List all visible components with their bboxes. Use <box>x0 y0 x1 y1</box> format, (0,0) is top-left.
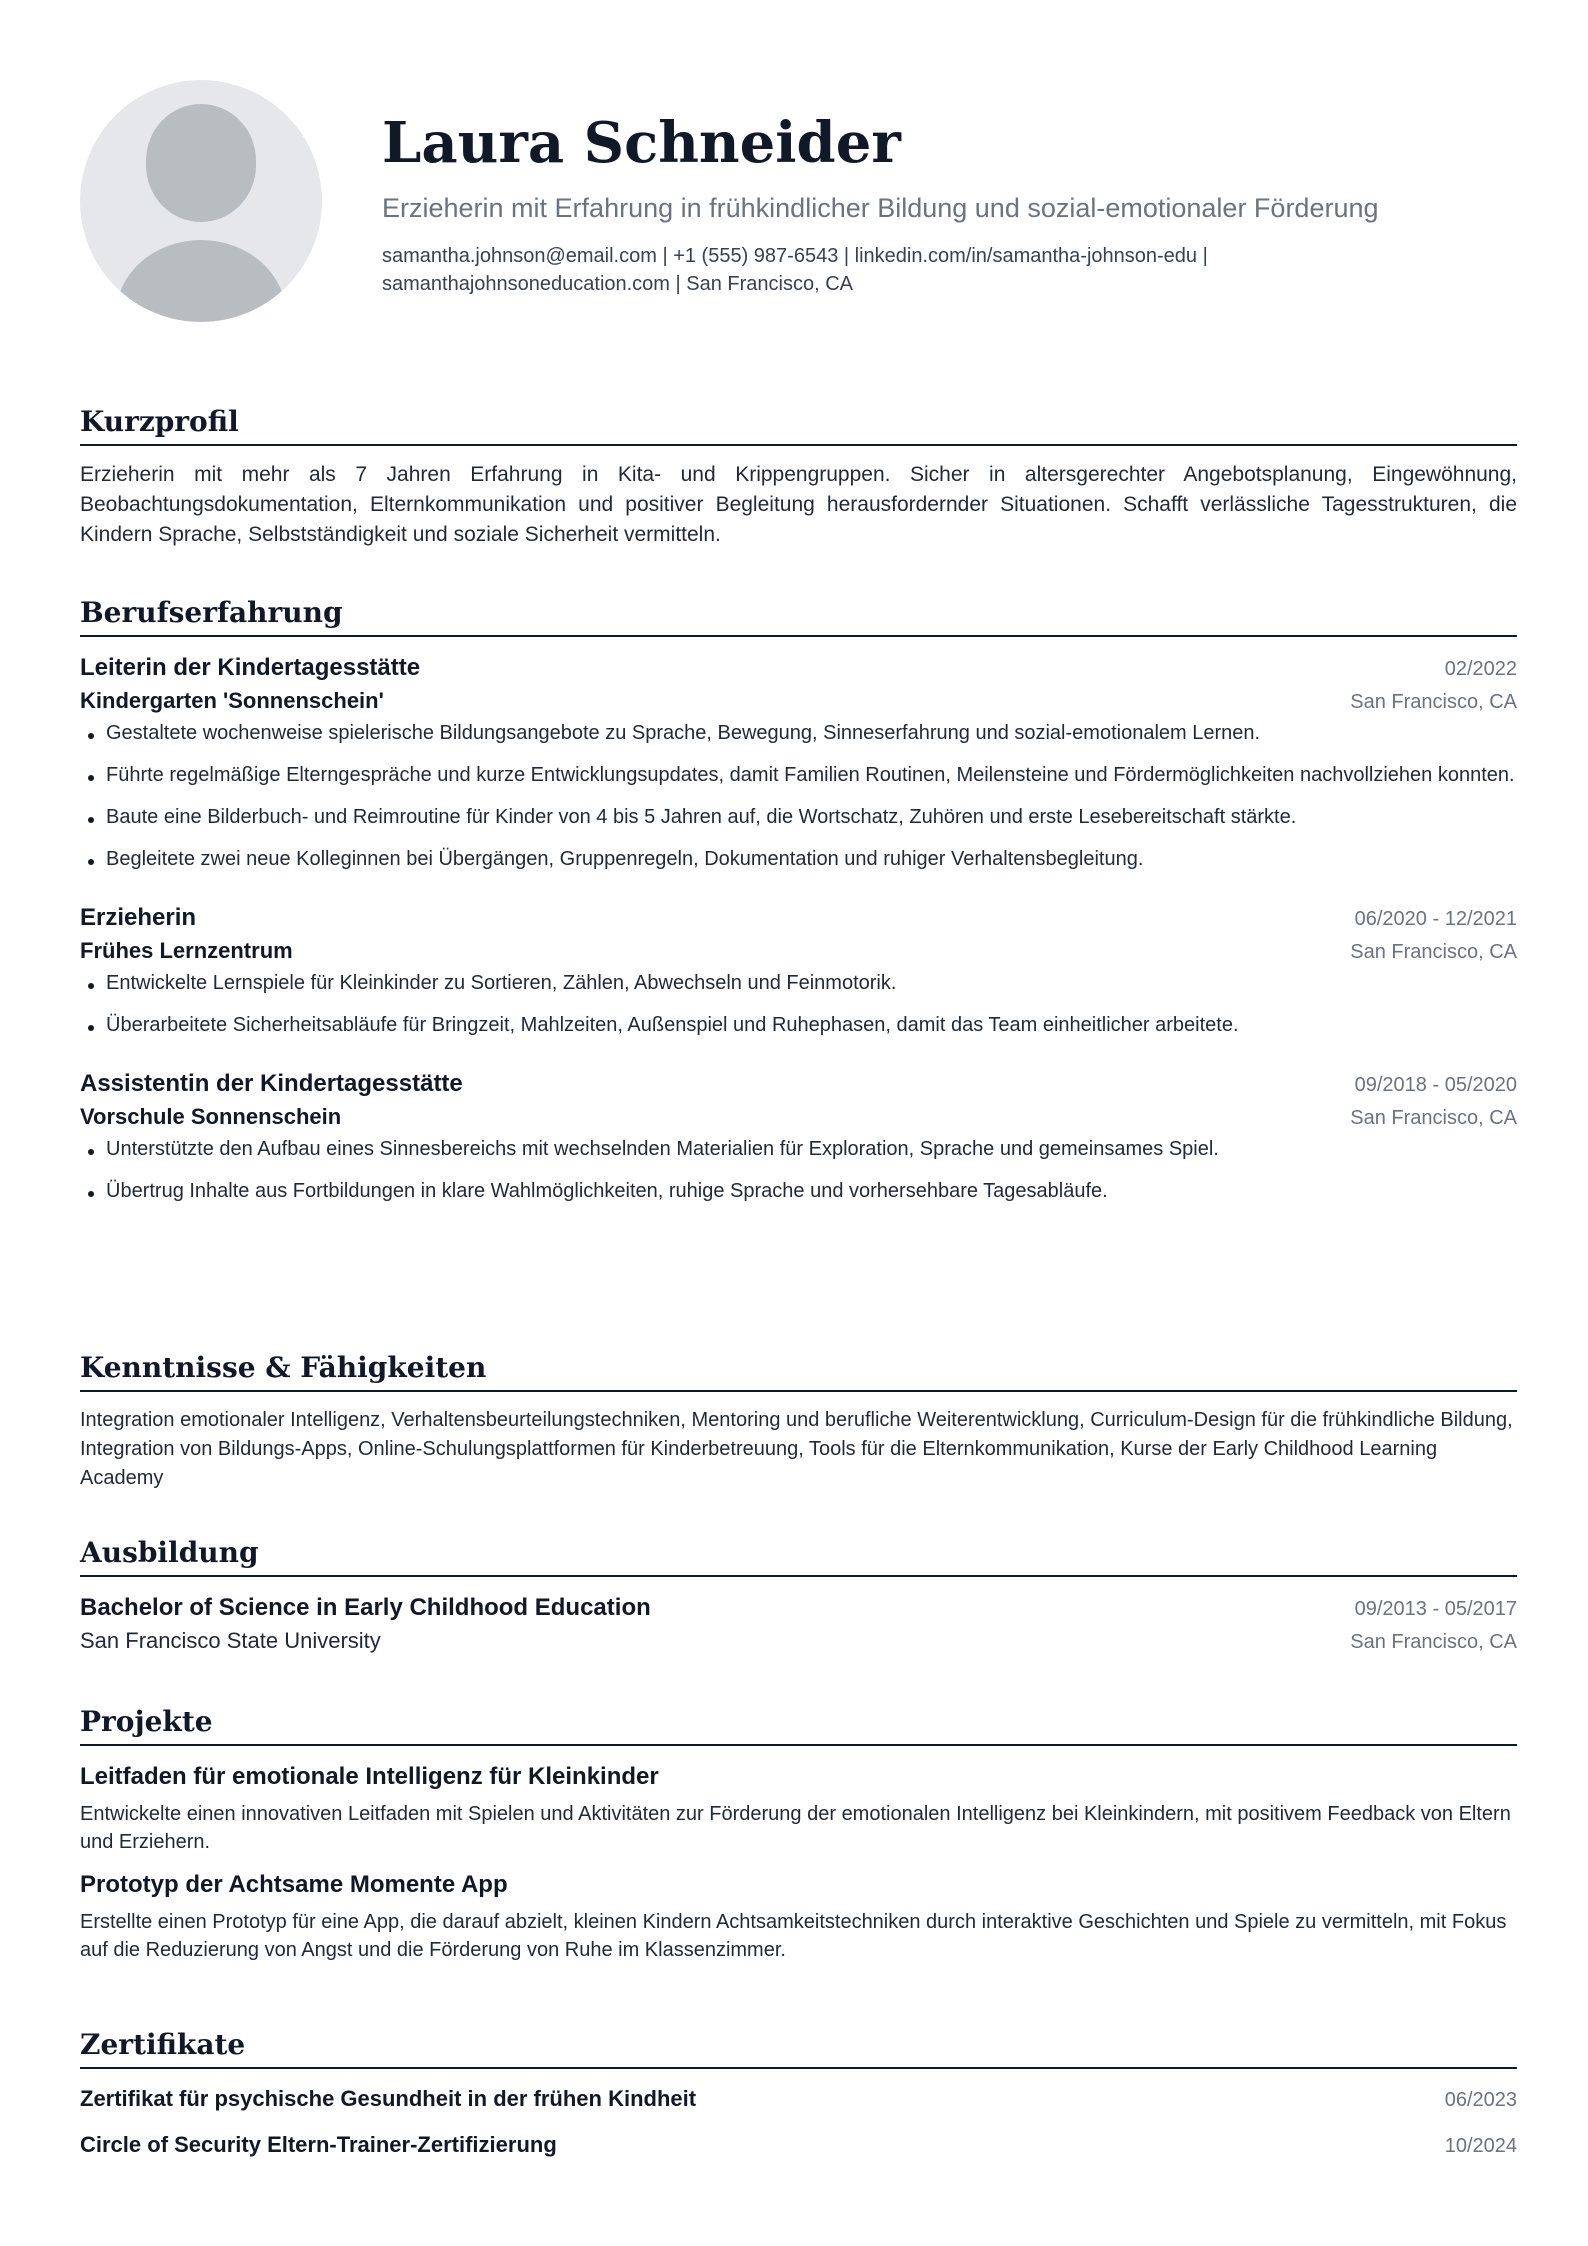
certificate-title: Circle of Security Eltern-Trainer-Zertifizierung <box>80 2132 557 2157</box>
candidate-headline: Erzieherin mit Erfahrung in frühkindlicher Bildung und sozial-emotionaler Förderung <box>382 193 1379 223</box>
job-entry <box>80 651 1517 873</box>
skills-text: Integration emotionaler Intelligenz, Verhaltensbeurteilungstechniken, Mentoring und berufliche Weiterentwicklung, Curriculum-Design für die frühkindliche Bildung, Integration von Bildungs-Apps, Online-Schulungsplattformen für Kinderbetreuung, Tools für die Elternkommunikation, Kurse der Early Childhood Learning Academy <box>80 1409 1513 1489</box>
job-location: San Francisco, CA <box>1350 941 1517 963</box>
summary-text: Erzieherin mit mehr als 7 Jahren Erfahrung in Kita- und Krippengruppen. Sicher in altersgerechter Angebotsplanung, Eingewöhnung, Beobachtungsdokumentation, Elternkommunikation und positiver Begleitung herausfordernder Situationen. Schafft verlässliche Tagesstrukturen, die Kindern Sprache, Selbstständigkeit und soziale Sicherheit vermitteln. <box>80 463 1517 546</box>
contact-line-1: samantha.johnson@email.com | +1 (555) 987-6543 | linkedin.com/in/samantha-johnson-edu | <box>382 245 1208 267</box>
certificates-section <box>80 2025 1517 2175</box>
job-bullets <box>80 969 1517 1039</box>
job-title: Erzieherin <box>80 904 197 931</box>
avatar-body-shape <box>116 240 286 322</box>
job-bullets <box>80 719 1517 873</box>
job-date: 02/2022 <box>1444 658 1517 680</box>
avatar-placeholder-icon <box>80 80 322 322</box>
project-description: Entwickelte einen innovativen Leitfaden mit Spielen und Aktivitäten zur Förderung der emotionalen Intelligenz bei Kleinkindern, mit positivem Feedback von Eltern und Erziehern. <box>80 1803 1511 1853</box>
avatar-head-shape <box>146 104 256 222</box>
job-location: San Francisco, CA <box>1350 1107 1517 1129</box>
education-date: 09/2013 - 05/2017 <box>1354 1598 1517 1620</box>
job-bullets <box>80 1135 1517 1205</box>
certificate-date: 06/2023 <box>1444 2089 1517 2111</box>
job-company: Kindergarten 'Sonnenschein' <box>80 688 384 713</box>
job-bullet: Führte regelmäßige Elterngespräche und kurze Entwicklungsupdates, damit Familien Routinen, Meilensteine und Fördermöglichkeiten nachvollziehen konnten. <box>80 761 1517 789</box>
project-title: Prototyp der Achtsame Momente App <box>80 1871 508 1898</box>
header-text <box>382 108 1517 298</box>
education-header-row <box>80 1591 1517 1625</box>
contact-line-2: samanthajohnsoneducation.com | San Francisco, CA <box>382 273 854 295</box>
education-school: San Francisco State University <box>80 1628 381 1653</box>
job-bullet: Begleitete zwei neue Kolleginnen bei Übergängen, Gruppenregeln, Dokumentation und ruhiger Verhaltensbegleitung. <box>80 845 1517 873</box>
job-bullet: Gestaltete wochenweise spielerische Bildungsangebote zu Sprache, Bewegung, Sinneserfahrung und sozial-emotionalem Lernen. <box>80 719 1517 747</box>
education-school-row <box>80 1625 1517 1657</box>
job-entry <box>80 1067 1517 1205</box>
job-company: Vorschule Sonnenschein <box>80 1104 342 1129</box>
job-bullet: Baute eine Bilderbuch- und Reimroutine für Kinder von 4 bis 5 Jahren auf, die Wortschatz, Zuhören und erste Lesebereitschaft stärkte. <box>80 803 1517 831</box>
skills-section <box>80 1348 1517 1493</box>
education-section <box>80 1533 1517 1657</box>
project-description: Erstellte einen Prototyp für eine App, die darauf abzielt, kleinen Kindern Achtsamkeitstechniken durch interaktive Geschichten und Spiele zu vermitteln, mit Fokus auf die Reduzierung von Angst und die Förderung von Ruhe im Klassenzimmer. <box>80 1911 1507 1961</box>
job-date: 06/2020 - 12/2021 <box>1354 908 1517 930</box>
section-title-certificates: Zertifikate <box>80 2025 1517 2069</box>
job-company-row <box>80 1101 1517 1133</box>
job-date: 09/2018 - 05/2020 <box>1354 1074 1517 1096</box>
candidate-name: Laura Schneider <box>382 110 901 176</box>
job-header-row <box>80 901 1517 935</box>
job-location: San Francisco, CA <box>1350 691 1517 713</box>
certificate-row <box>80 2129 1517 2161</box>
contact-info <box>382 242 1517 298</box>
job-bullet: Überarbeitete Sicherheitsabläufe für Bringzeit, Mahlzeiten, Außenspiel und Ruhephasen, damit das Team einheitlicher arbeitete. <box>80 1011 1517 1039</box>
experience-section <box>80 593 1517 1233</box>
certificate-title: Zertifikat für psychische Gesundheit in der frühen Kindheit <box>80 2086 697 2111</box>
education-degree: Bachelor of Science in Early Childhood Education <box>80 1594 651 1621</box>
section-title-skills: Kenntnisse & Fähigkeiten <box>80 1348 1517 1392</box>
job-company-row <box>80 685 1517 717</box>
job-title: Assistentin der Kindertagesstätte <box>80 1070 463 1097</box>
job-header-row <box>80 1067 1517 1101</box>
education-location: San Francisco, CA <box>1350 1631 1517 1653</box>
job-bullet: Übertrug Inhalte aus Fortbildungen in klare Wahlmöglichkeiten, ruhige Sprache und vorhersehbare Tagesabläufe. <box>80 1177 1517 1205</box>
job-entry <box>80 901 1517 1039</box>
section-title-projects: Projekte <box>80 1702 1517 1746</box>
section-title-education: Ausbildung <box>80 1533 1517 1577</box>
project-title: Leitfaden für emotionale Intelligenz für Kleinkinder <box>80 1763 659 1790</box>
project-entry <box>80 1760 1517 1856</box>
job-company: Frühes Lernzentrum <box>80 938 293 963</box>
certificate-date: 10/2024 <box>1444 2135 1517 2157</box>
section-title-experience: Berufserfahrung <box>80 593 1517 637</box>
resume-page <box>80 0 1517 2157</box>
section-title-summary: Kurzprofil <box>80 402 1517 446</box>
summary-section <box>80 402 1517 550</box>
certificate-row <box>80 2083 1517 2115</box>
job-company-row <box>80 935 1517 967</box>
job-bullet: Entwickelte Lernspiele für Kleinkinder zu Sortieren, Zählen, Abwechseln und Feinmotorik. <box>80 969 1517 997</box>
job-title: Leiterin der Kindertagesstätte <box>80 654 421 681</box>
resume-header <box>80 0 1517 340</box>
job-header-row <box>80 651 1517 685</box>
job-bullet: Unterstützte den Aufbau eines Sinnesbereichs mit wechselnden Materialien für Exploration, Sprache und gemeinsames Spiel. <box>80 1135 1517 1163</box>
projects-section <box>80 1702 1517 1976</box>
project-entry <box>80 1868 1517 1964</box>
